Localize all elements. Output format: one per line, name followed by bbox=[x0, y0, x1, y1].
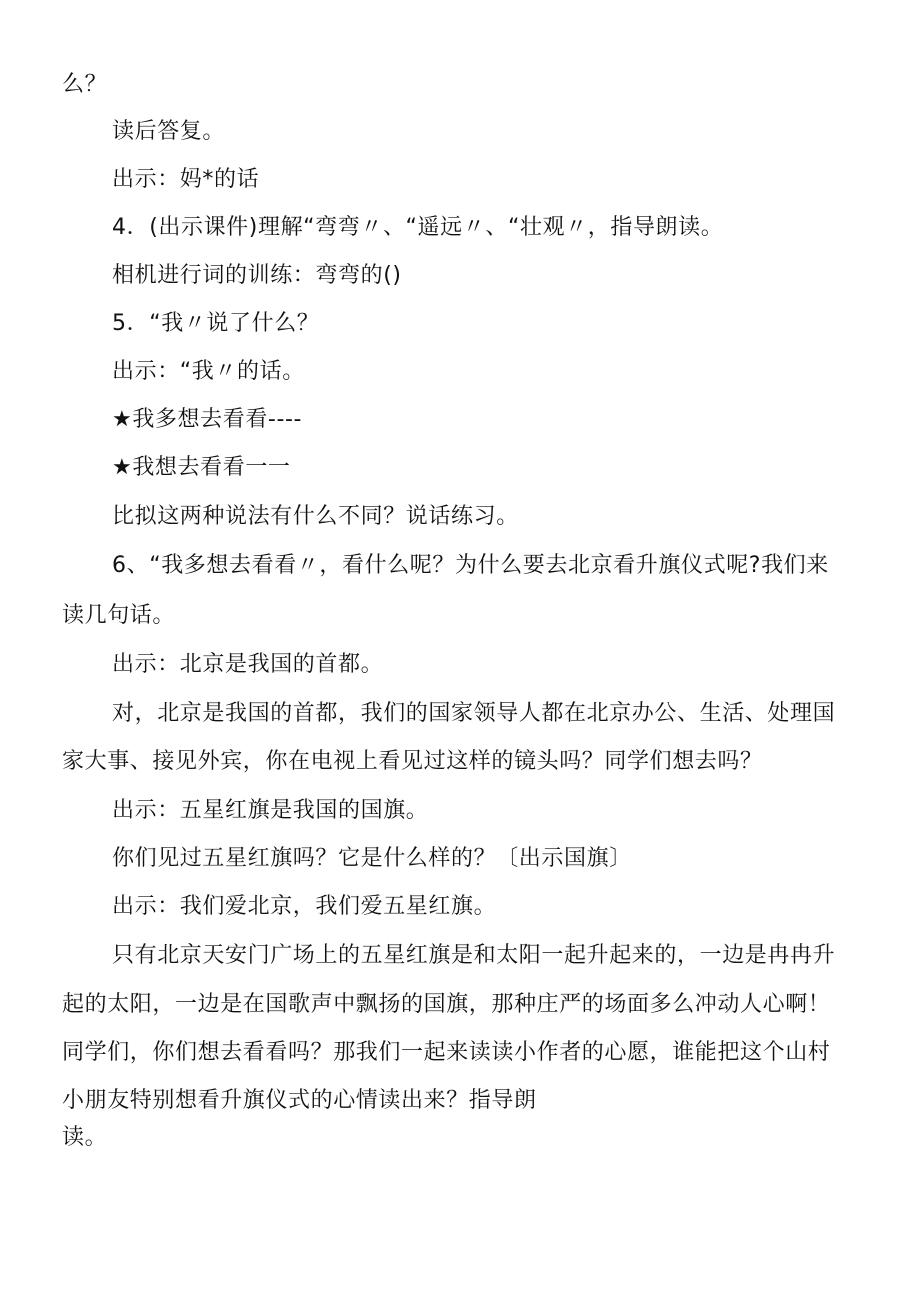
text-line: 同学们，你们想去看看吗？那我们一起来读读小作者的心愿，谁能把这个山村 bbox=[62, 1040, 831, 1065]
text-line: 比拟这两种说法有什么不同？说话练习。 bbox=[112, 504, 519, 529]
text-line: ★我多想去看看---- bbox=[112, 407, 303, 432]
text-line: 出示：我们爱北京，我们爱五星红旗。 bbox=[112, 894, 497, 919]
text-line: 出示：五星红旗是我国的国旗。 bbox=[112, 798, 429, 823]
text-line: 读。 bbox=[62, 1125, 108, 1150]
text-line: 对，北京是我国的首都，我们的国家领导人都在北京办公、生活、处理国 bbox=[112, 701, 836, 726]
text-line: 读几句话。 bbox=[62, 603, 176, 628]
text-line: 出示：“我〃的话。 bbox=[112, 359, 305, 384]
text-line: 起的太阳，一边是在国歌声中飘扬的国旗，那种庄严的场面多么冲动人心啊！ bbox=[62, 992, 831, 1017]
text-line: 家大事、接见外宾，你在电视上看见过这样的镜头吗？同学们想去吗？ bbox=[62, 749, 763, 774]
text-line: 相机进行词的训练：弯弯的() bbox=[112, 263, 402, 288]
text-line: 出示：妈*的话 bbox=[112, 167, 260, 192]
text-line: 小朋友特别想看升旗仪式的心情读出来？指导朗 bbox=[62, 1088, 537, 1113]
text-line: 只有北京天安门广场上的五星红旗是和太阳一起升起来的，一边是冉冉升 bbox=[112, 943, 836, 968]
text-line: 6、“我多想去看看〃，看什么呢？为什么要去北京看升旗仪式呢?我们来 bbox=[112, 553, 829, 578]
text-line: 4．(出示课件)理解“弯弯〃、“遥远〃、“壮观〃，指导朗读。 bbox=[112, 215, 724, 240]
text-line: 么？ bbox=[62, 72, 108, 97]
text-line: 你们见过五星红旗吗？它是什么样的？〔出示国旗〕 bbox=[112, 846, 632, 871]
text-line: 读后答复。 bbox=[112, 119, 226, 144]
text-line: ★我想去看看一一 bbox=[112, 455, 291, 480]
text-line: 出示：北京是我国的首都。 bbox=[112, 652, 384, 677]
text-line: 5．“我〃说了什么？ bbox=[112, 311, 320, 336]
